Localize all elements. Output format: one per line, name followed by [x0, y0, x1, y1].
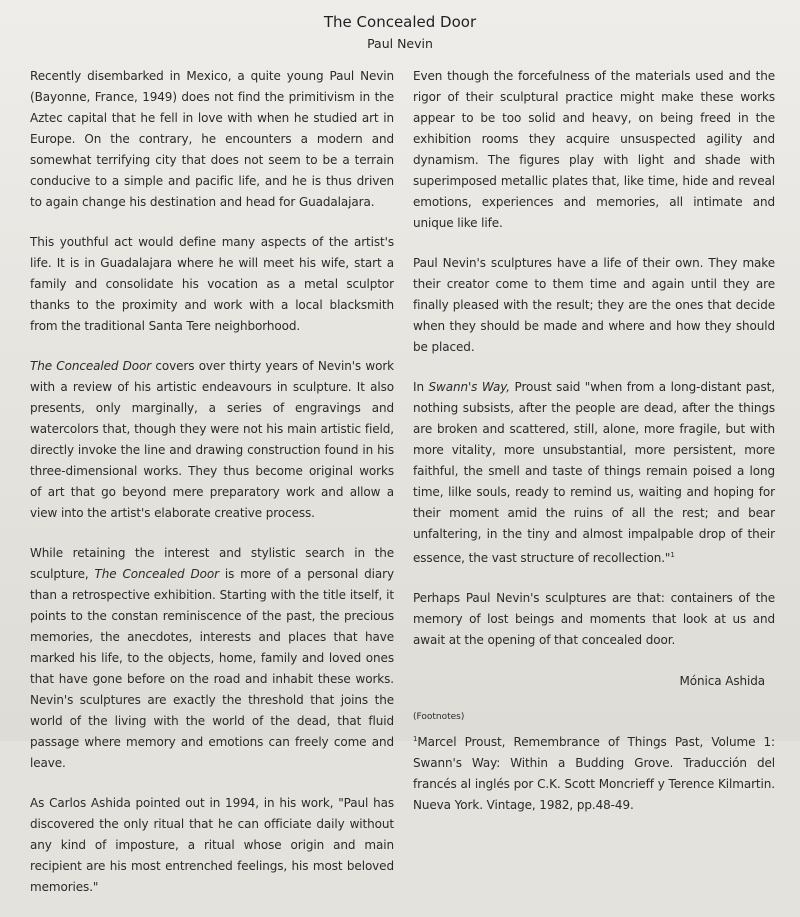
paragraph-text: is more of a personal diary than a retrospective exhibition. Starting with the title itself, it points to the constan reminiscence of the past, the precious memories, the anecdotes, interests and places that have marked his life, to the objects, home, family and loved ones that have gone before on the road and inhabit these works. Nevin's sculptures are exactly the threshold that joins the world of the living with the world of the dead, that fluid passage where memory and emotions can freely come and leave. — [30, 567, 395, 770]
paragraph-text: While retaining the interest and stylistic search in the sculpture, — [30, 546, 394, 581]
paragraph — [30, 356, 394, 524]
footnote-text: Marcel Proust, Remembrance of Things Past, Volume 1: Swann's Way: Within a Budding Grove. Traducción del francés al inglés por C.K. Scott Moncrieff y Terence Kilmartin. Nueva York. Vintage, 1982, pp.48-49. — [413, 735, 775, 812]
paragraph-text: In — [413, 380, 429, 394]
signature: Mónica Ashida — [679, 674, 765, 688]
paragraph: Even though the forcefulness of the materials used and the rigor of their sculptural practice might make these works appear to be too solid and heavy, on being freed in the exhibition rooms they acquire unsuspected agility and dynamism. The figures play with light and shade with superimposed metallic plates that, like time, hide and reveal emotions, experiences and memories, all intimate and unique like life. — [413, 69, 775, 230]
paragraph: This youthful act would define many aspects of the artist's life. It is in Guadalajara where he will meet his wife, start a family and consolidate his vocation as a metal sculptor thanks to the proximity and work with a local blacksmith from the traditional Santa Tere neighborhood. — [30, 235, 394, 333]
paragraph: Recently disembarked in Mexico, a quite young Paul Nevin (Bayonne, France, 1949) does not find the primitivism in the Aztec capital that he fell in love with when he studied art in Europe. On the contrary, he encounters a modern and somewhat terrifying city that does not seem to be a terrain conducive to a simple and pacific life, and he is thus driven to again change his destination and head for Guadalajara. — [30, 69, 394, 209]
paragraph-text: covers over thirty years of Nevin's work with a review of his artistic endeavours in sculpture. It also presents, only marginally, a series of engravings and watercolors that, though they were not his main artistic field, directly invoke the line and drawing construction found in his three-dimensional works. They thus become original works of art that go beyond mere preparatory work and allow a view into the artist's elaborate creative process. — [30, 359, 394, 520]
paragraph — [30, 543, 394, 774]
right-column — [413, 66, 775, 835]
footnote-marker: 1 — [670, 551, 675, 559]
page-title: The Concealed Door — [323, 13, 477, 31]
footnotes-heading: (Footnotes) — [413, 712, 465, 722]
paragraph: Perhaps Paul Nevin's sculptures are that: containers of the memory of lost beings and moments that look at us and await at the opening of that concealed door. — [413, 591, 775, 647]
paragraph: Paul Nevin's sculptures have a life of their own. They make their creator come to them time and again until they are finally pleased with the result; they are the ones that decide when they should be made and where and how they should be placed. — [413, 256, 775, 354]
paragraph-text: Proust said "when from a long-distant past, nothing subsists, after the people are dead, after the things are broken and scattered, still, alone, more fragile, but with more vitality, more unsubstantial, more persistent, more faithful, the smell and taste of things remain poised a long time, lilke souls, ready to remind us, waiting and hoping for their moment amid the ruins of all the rest; and bear unfaltering, in the tiny and almost impalpable drop of their essence, the vast structure of recollection." — [413, 380, 775, 565]
footnote-number: 1 — [413, 735, 418, 743]
italic-title: The Concealed Door — [94, 567, 219, 581]
author-name: Paul Nevin — [367, 36, 433, 51]
left-column — [30, 66, 394, 917]
footnote — [413, 729, 775, 816]
paragraph — [413, 377, 775, 569]
italic-title: The Concealed Door — [30, 359, 152, 373]
paragraph: As Carlos Ashida pointed out in 1994, in his work, "Paul has discovered the only ritual that he can officiate daily without any kind of imposture, a ritual whose origin and main recipient are his most entrenched feelings, his most beloved memories." — [30, 796, 394, 894]
italic-title: Swann's Way, — [428, 380, 511, 394]
